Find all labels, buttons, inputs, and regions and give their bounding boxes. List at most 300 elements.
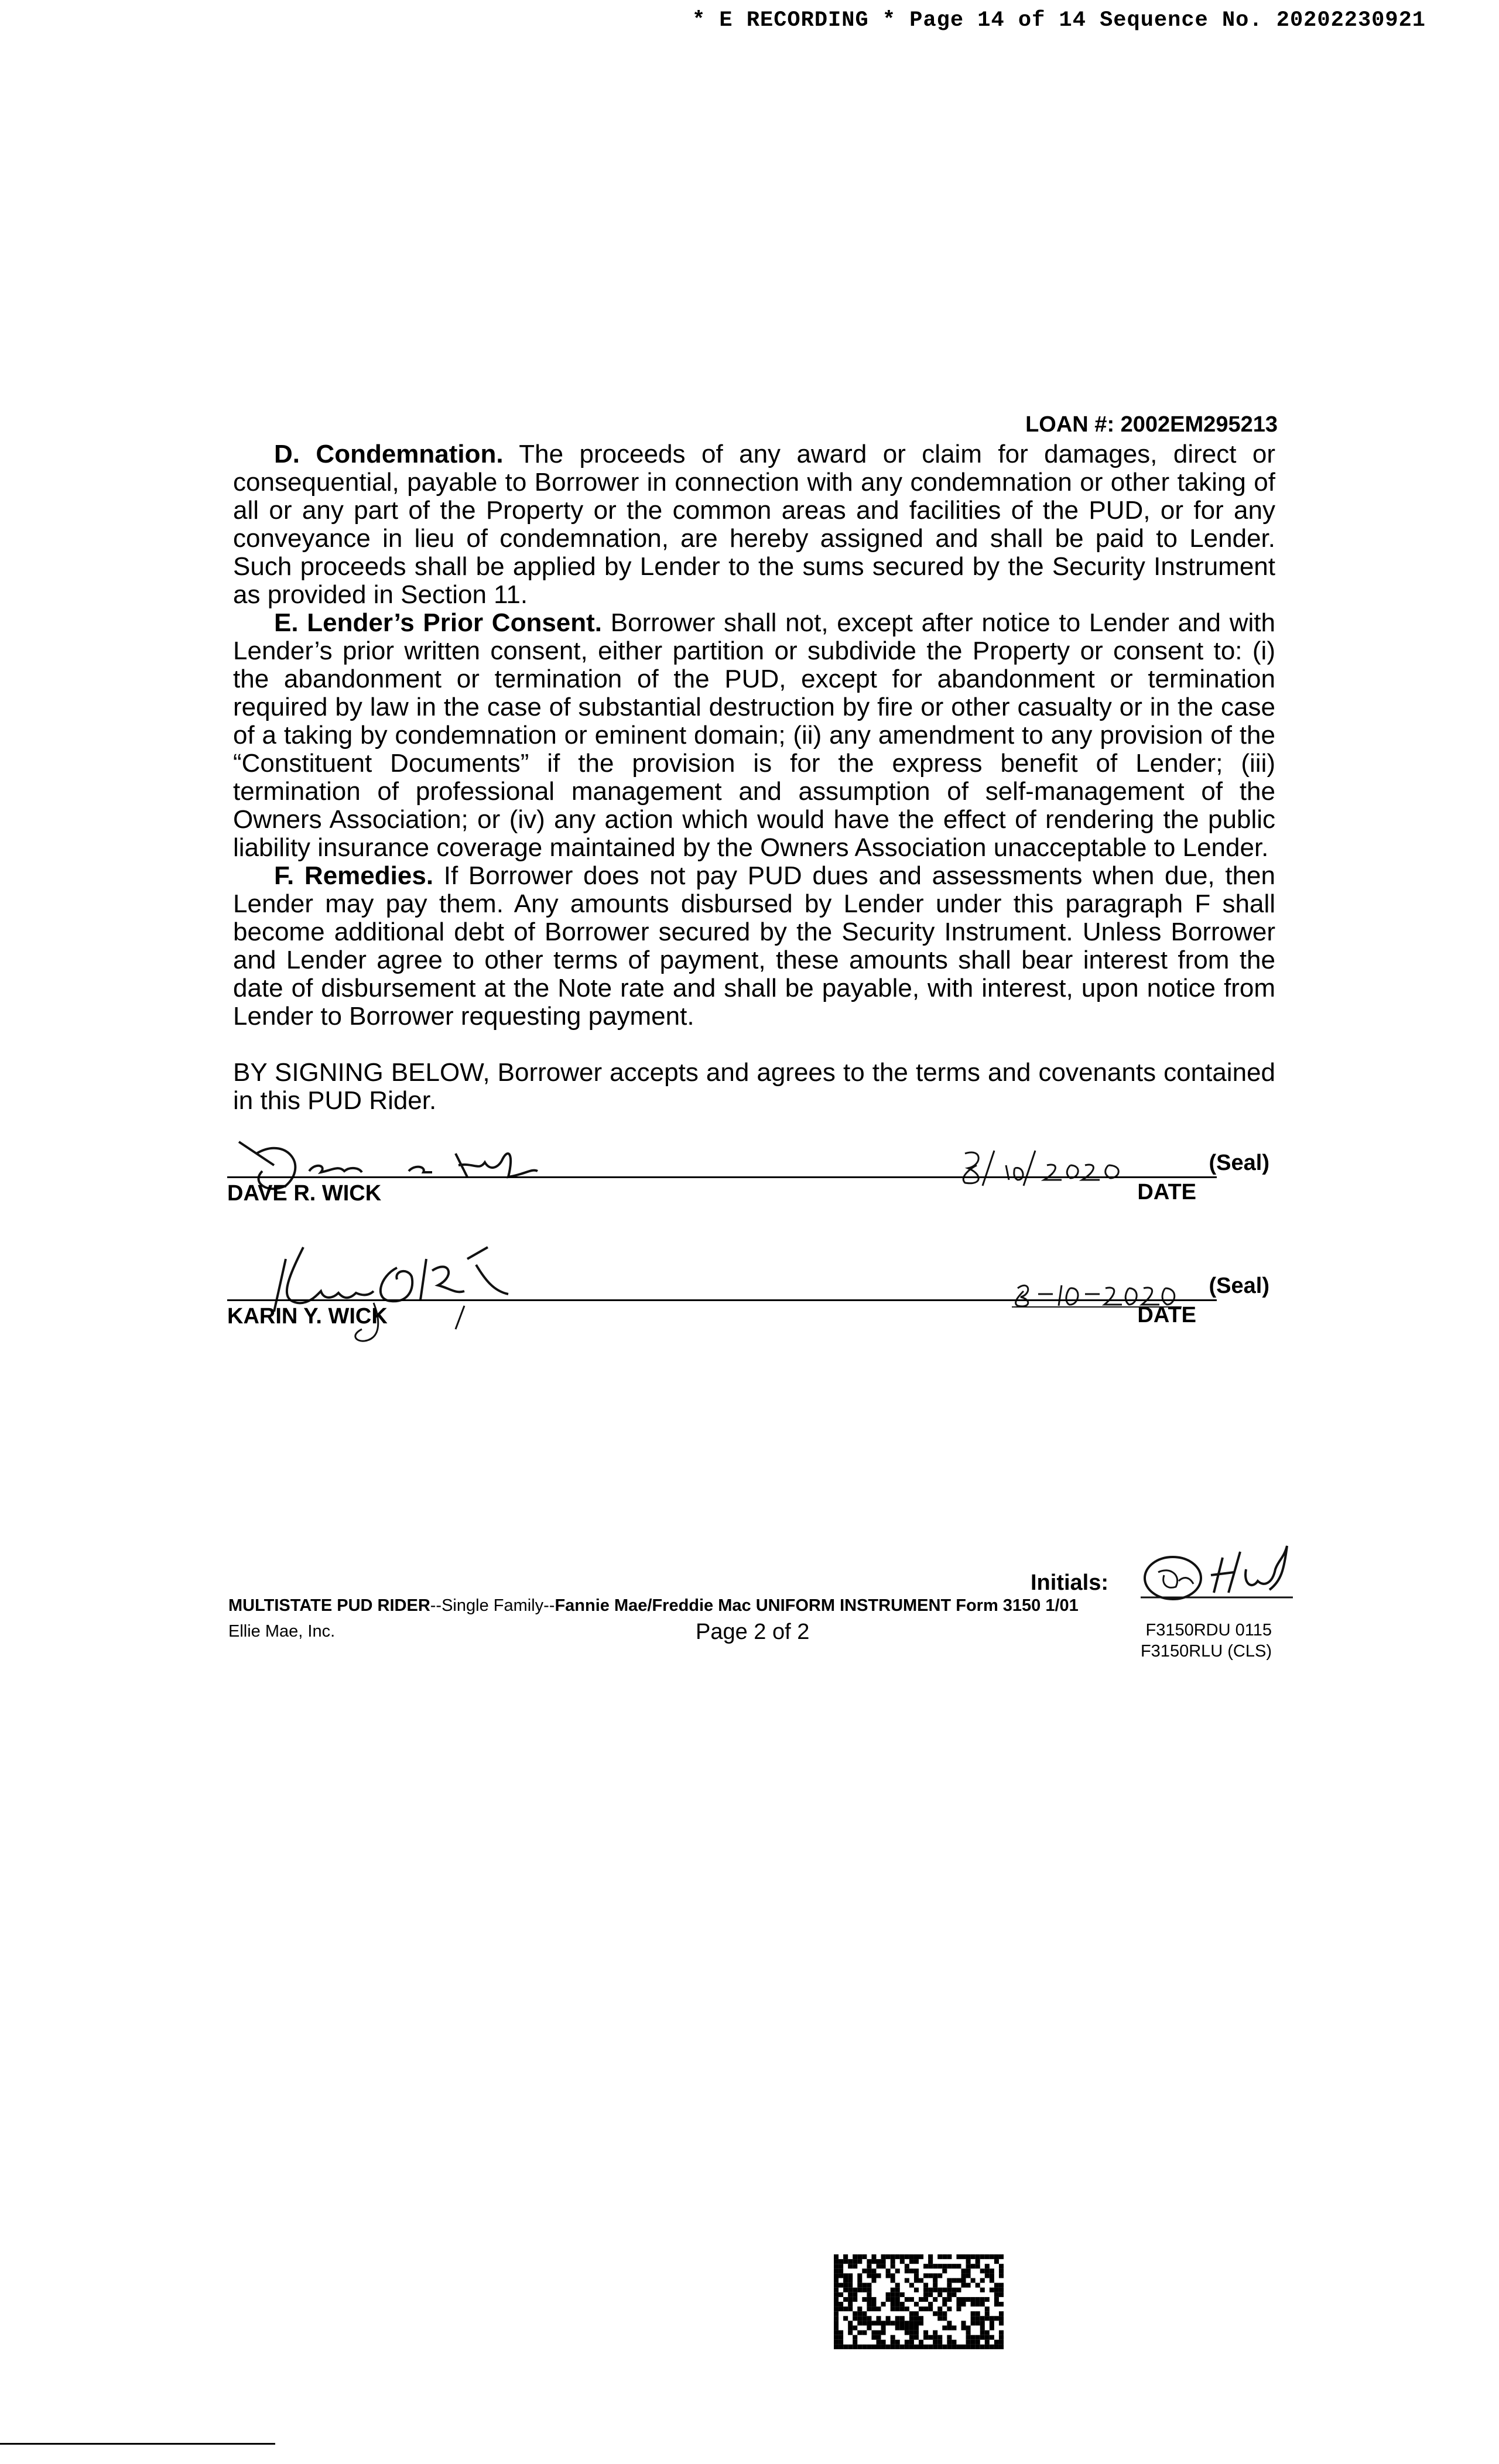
barcode-cell	[839, 2264, 843, 2268]
barcode-cell	[853, 2316, 857, 2321]
barcode-cell	[895, 2306, 900, 2311]
barcode-cell	[843, 2316, 848, 2321]
section-heading: E. Lender’s Prior Consent.	[274, 608, 603, 637]
initials-label: Initials:	[1031, 1570, 1109, 1595]
barcode-cell	[857, 2273, 862, 2278]
barcode-cell	[905, 2278, 909, 2283]
barcode-cell	[966, 2330, 971, 2335]
barcode-cell	[848, 2283, 853, 2288]
barcode-cell	[877, 2306, 881, 2311]
barcode-cell	[857, 2345, 862, 2349]
barcode-cell	[971, 2264, 976, 2268]
barcode-cell	[923, 2345, 928, 2349]
barcode-cell	[947, 2288, 952, 2292]
barcode-cell	[909, 2330, 914, 2335]
barcode-cell	[923, 2335, 928, 2340]
barcode-cell	[895, 2340, 900, 2345]
barcode-cell	[976, 2335, 980, 2340]
barcode-cell	[867, 2316, 871, 2321]
handwritten-date	[959, 1142, 1147, 1189]
barcode-cell	[853, 2335, 857, 2340]
barcode-cell	[839, 2330, 843, 2335]
barcode-cell	[848, 2306, 853, 2311]
barcode-cell	[853, 2345, 857, 2349]
barcode-cell	[895, 2292, 900, 2297]
barcode-cell	[990, 2326, 994, 2330]
date-label: DATE	[1137, 1180, 1196, 1204]
barcode-cell	[928, 2288, 933, 2292]
barcode-cell	[848, 2278, 853, 2283]
barcode-cell	[891, 2288, 895, 2292]
barcode-cell	[891, 2321, 895, 2325]
barcode-cell	[905, 2297, 909, 2302]
barcode-cell	[947, 2321, 952, 2325]
barcode-cell	[895, 2326, 900, 2330]
barcode-cell	[839, 2340, 843, 2345]
bottom-rule	[0, 2443, 275, 2445]
barcode-cell	[848, 2302, 853, 2306]
barcode-cell	[834, 2273, 839, 2278]
barcode-cell	[909, 2283, 914, 2288]
barcode-cell	[952, 2288, 956, 2292]
barcode-cell	[881, 2254, 886, 2259]
barcode-cell	[966, 2297, 971, 2302]
barcode-cell	[834, 2292, 839, 2297]
barcode-cell	[857, 2316, 862, 2321]
signature-block-karin	[227, 1253, 1269, 1329]
barcode-cell	[909, 2268, 914, 2273]
barcode-cell	[857, 2278, 862, 2283]
date-label: DATE	[1137, 1303, 1196, 1327]
barcode-cell	[905, 2306, 909, 2311]
barcode-cell	[923, 2297, 928, 2302]
barcode-cell	[952, 2326, 956, 2330]
barcode-cell	[909, 2326, 914, 2330]
barcode-cell	[980, 2297, 985, 2302]
barcode-cell	[848, 2264, 853, 2268]
barcode-cell	[834, 2326, 839, 2330]
barcode-cell	[834, 2254, 839, 2259]
barcode-cell	[952, 2278, 956, 2283]
barcode-cell	[919, 2306, 923, 2311]
barcode-cell	[994, 2254, 999, 2259]
barcode-cell	[914, 2254, 919, 2259]
barcode-cell	[985, 2311, 990, 2316]
barcode-cell	[928, 2292, 933, 2297]
barcode-cell	[966, 2268, 971, 2273]
barcode-cell	[909, 2321, 914, 2325]
barcode-cell	[985, 2340, 990, 2345]
barcode-cell	[871, 2345, 876, 2349]
barcode-cell	[895, 2345, 900, 2349]
barcode-cell	[976, 2297, 980, 2302]
initials-area	[1031, 1534, 1312, 1604]
barcode-cell	[909, 2345, 914, 2349]
barcode-cell	[937, 2264, 942, 2268]
section-text: If Borrower does not pay PUD dues and assessments when due, then Lender may pay them. Any amounts disbursed by Lender under this paragraph F shall become additional debt of Borrower secured by the Security Instrument. Unless Borrower and Lender agree to other terms of payment, these amounts shall bear interest from the date of disbursement at the Note rate and shall be payable, with interest, upon notice from Lender to Borrower requesting payment.	[233, 861, 1275, 1031]
barcode-cell	[923, 2288, 928, 2292]
barcode-cell	[914, 2278, 919, 2283]
barcode-cell	[980, 2335, 985, 2340]
barcode-cell	[966, 2273, 971, 2278]
barcode-cell	[900, 2306, 905, 2311]
barcode-cell	[886, 2316, 891, 2321]
barcode-cell	[994, 2297, 999, 2302]
barcode-cell	[871, 2254, 876, 2259]
recording-stamp: * E RECORDING * Page 14 of 14 Sequence No. 20202230921	[692, 8, 1426, 33]
barcode-cell	[947, 2283, 952, 2288]
barcode-cell	[862, 2345, 867, 2349]
barcode-cell	[976, 2316, 980, 2321]
barcode-cell	[990, 2268, 994, 2273]
barcode-cell	[909, 2335, 914, 2340]
barcode-cell	[923, 2264, 928, 2268]
barcode-cell	[895, 2268, 900, 2273]
barcode-cell	[848, 2330, 853, 2335]
barcode-cell	[914, 2330, 919, 2335]
barcode-cell	[905, 2345, 909, 2349]
barcode-cell	[839, 2283, 843, 2288]
barcode-cell	[961, 2268, 966, 2273]
barcode-cell	[843, 2254, 848, 2259]
section-lender-consent	[233, 609, 1275, 862]
barcode-cell	[881, 2264, 886, 2268]
barcode-cell	[834, 2306, 839, 2311]
barcode-cell	[994, 2283, 999, 2288]
barcode-cell	[985, 2264, 990, 2268]
barcode-cell	[980, 2321, 985, 2325]
barcode-cell	[881, 2321, 886, 2325]
barcode-cell	[937, 2340, 942, 2345]
barcode-cell	[891, 2302, 895, 2306]
barcode-cell	[871, 2302, 876, 2306]
barcode-cell	[937, 2292, 942, 2297]
barcode-cell	[891, 2264, 895, 2268]
barcode-cell	[853, 2340, 857, 2345]
barcode-cell	[947, 2254, 952, 2259]
barcode-cell	[919, 2297, 923, 2302]
barcode-cell	[853, 2311, 857, 2316]
barcode-cell	[994, 2259, 999, 2264]
barcode-cell	[933, 2345, 937, 2349]
barcode-cell	[933, 2330, 937, 2335]
signature-line	[227, 1299, 1217, 1301]
barcode-cell	[928, 2264, 933, 2268]
barcode-cell	[933, 2335, 937, 2340]
barcode-cell	[980, 2345, 985, 2349]
barcode-cell	[853, 2326, 857, 2330]
barcode-cell	[942, 2316, 947, 2321]
barcode-cell	[985, 2330, 990, 2335]
barcode-cell	[848, 2259, 853, 2264]
barcode-cell	[956, 2254, 961, 2259]
barcode-cell	[867, 2273, 871, 2278]
barcode-cell	[980, 2326, 985, 2330]
barcode-cell	[937, 2311, 942, 2316]
barcode-cell	[848, 2288, 853, 2292]
barcode-cell	[933, 2273, 937, 2278]
signature-line	[227, 1176, 1217, 1178]
barcode-cell	[985, 2297, 990, 2302]
barcode-cell	[877, 2259, 881, 2264]
barcode-cell	[905, 2340, 909, 2345]
seal-label: (Seal)	[1209, 1151, 1269, 1175]
barcode-cell	[966, 2283, 971, 2288]
datamatrix-barcode	[834, 2254, 1004, 2349]
barcode-cell	[956, 2297, 961, 2302]
barcode-cell	[990, 2278, 994, 2283]
barcode-cell	[947, 2340, 952, 2345]
barcode-cell	[928, 2302, 933, 2306]
form-title-bold: MULTISTATE PUD RIDER	[228, 1596, 430, 1615]
barcode-cell	[834, 2316, 839, 2321]
barcode-cell	[999, 2283, 1004, 2288]
barcode-cell	[919, 2340, 923, 2345]
barcode-cell	[867, 2292, 871, 2297]
barcode-cell	[999, 2330, 1004, 2335]
barcode-cell	[843, 2306, 848, 2311]
barcode-cell	[980, 2330, 985, 2335]
barcode-cell	[853, 2292, 857, 2297]
barcode-cell	[976, 2345, 980, 2349]
barcode-cell	[923, 2292, 928, 2297]
barcode-cell	[867, 2302, 871, 2306]
barcode-cell	[937, 2335, 942, 2340]
barcode-cell	[867, 2288, 871, 2292]
barcode-cell	[877, 2330, 881, 2335]
barcode-cell	[980, 2316, 985, 2321]
barcode-cell	[966, 2259, 971, 2264]
barcode-cell	[862, 2330, 867, 2335]
barcode-cell	[839, 2268, 843, 2273]
barcode-cell	[839, 2335, 843, 2340]
barcode-cell	[895, 2316, 900, 2321]
barcode-cell	[914, 2316, 919, 2321]
barcode-cell	[877, 2340, 881, 2345]
barcode-cell	[905, 2321, 909, 2325]
barcode-cell	[937, 2345, 942, 2349]
barcode-cell	[999, 2311, 1004, 2316]
barcode-cell	[971, 2278, 976, 2283]
barcode-cell	[980, 2288, 985, 2292]
barcode-cell	[961, 2297, 966, 2302]
barcode-cell	[994, 2302, 999, 2306]
barcode-cell	[895, 2254, 900, 2259]
rider-body	[233, 440, 1275, 1115]
barcode-cell	[891, 2259, 895, 2264]
form-code: F3150RLU (CLS)	[1140, 1642, 1272, 1661]
barcode-cell	[919, 2321, 923, 2325]
barcode-cell	[900, 2316, 905, 2321]
barcode-cell	[900, 2345, 905, 2349]
barcode-cell	[961, 2321, 966, 2325]
handwritten-signature	[262, 1236, 672, 1353]
barcode-cell	[871, 2259, 876, 2264]
barcode-cell	[914, 2259, 919, 2264]
barcode-cell	[956, 2278, 961, 2283]
barcode-cell	[900, 2259, 905, 2264]
barcode-cell	[999, 2302, 1004, 2306]
barcode-cell	[952, 2345, 956, 2349]
section-text: Borrower shall not, except after notice to Lender and with Lender’s prior written consent, either partition or subdivide the Property or consent to: (i) the abandonment or termination of the PUD, except for abandonment or termination required by law in the case of substantial destruction by fire or other casualty or in the case of a taking by condemnation or eminent domain; (ii) any amendment to any provision of the “Constituent Documents” if the provision is for the express benefit of Lender; (iii) termination of professional management and assumption of self-management of the Owners Association; or (iv) any action which would have the effect of rendering the public liability insurance coverage maintained by the Owners Association unacceptable to Lender.	[233, 608, 1275, 862]
barcode-cell	[843, 2345, 848, 2349]
barcode-cell	[843, 2283, 848, 2288]
barcode-cell	[891, 2278, 895, 2283]
barcode-cell	[853, 2254, 857, 2259]
barcode-cell	[942, 2302, 947, 2306]
barcode-cell	[914, 2321, 919, 2325]
barcode-cell	[976, 2340, 980, 2345]
barcode-cell	[961, 2273, 966, 2278]
barcode-cell	[942, 2326, 947, 2330]
barcode-cell	[867, 2264, 871, 2268]
barcode-cell	[867, 2321, 871, 2325]
barcode-cell	[942, 2345, 947, 2349]
barcode-cell	[834, 2345, 839, 2349]
barcode-cell	[867, 2283, 871, 2288]
barcode-cell	[961, 2326, 966, 2330]
barcode-cell	[881, 2302, 886, 2306]
barcode-cell	[843, 2273, 848, 2278]
barcode-cell	[834, 2283, 839, 2288]
barcode-cell	[999, 2288, 1004, 2292]
barcode-cell	[914, 2326, 919, 2330]
barcode-cell	[886, 2292, 891, 2297]
barcode-cell	[923, 2306, 928, 2311]
barcode-cell	[976, 2283, 980, 2288]
barcode-cell	[877, 2273, 881, 2278]
barcode-cell	[947, 2335, 952, 2340]
barcode-cell	[999, 2268, 1004, 2273]
barcode-cell	[834, 2259, 839, 2264]
barcode-cell	[971, 2316, 976, 2321]
barcode-cell	[857, 2288, 862, 2292]
barcode-cell	[976, 2311, 980, 2316]
barcode-cell	[862, 2268, 867, 2273]
barcode-cell	[895, 2302, 900, 2306]
barcode-cell	[985, 2273, 990, 2278]
barcode-cell	[971, 2297, 976, 2302]
barcode-cell	[990, 2321, 994, 2325]
barcode-cell	[971, 2254, 976, 2259]
barcode-cell	[966, 2254, 971, 2259]
barcode-cell	[971, 2340, 976, 2345]
signer-name: DAVE R. WICK	[227, 1181, 382, 1206]
barcode-cell	[919, 2345, 923, 2349]
barcode-cell	[909, 2259, 914, 2264]
barcode-cell	[999, 2321, 1004, 2325]
barcode-cell	[891, 2306, 895, 2311]
barcode-cell	[961, 2345, 966, 2349]
barcode-cell	[999, 2292, 1004, 2297]
barcode-cell	[877, 2321, 881, 2325]
section-condemnation	[233, 440, 1275, 609]
barcode-cell	[839, 2345, 843, 2349]
barcode-cell	[942, 2264, 947, 2268]
barcode-cell	[971, 2321, 976, 2325]
barcode-cell	[862, 2297, 867, 2302]
barcode-cell	[909, 2254, 914, 2259]
barcode-cell	[871, 2268, 876, 2273]
form-title-bold2: Fannie Mae/Freddie Mac UNIFORM INSTRUMENT Form 3150 1/01	[555, 1596, 1079, 1615]
barcode-cell	[891, 2345, 895, 2349]
barcode-cell	[985, 2254, 990, 2259]
barcode-cell	[956, 2306, 961, 2311]
barcode-cell	[839, 2259, 843, 2264]
barcode-cell	[895, 2283, 900, 2288]
section-remedies	[233, 862, 1275, 1031]
barcode-cell	[971, 2345, 976, 2349]
barcode-cell	[834, 2264, 839, 2268]
barcode-cell	[914, 2335, 919, 2340]
barcode-cell	[862, 2311, 867, 2316]
barcode-cell	[834, 2321, 839, 2325]
barcode-cell	[909, 2297, 914, 2302]
barcode-cell	[961, 2278, 966, 2283]
barcode-cell	[966, 2264, 971, 2268]
barcode-cell	[933, 2283, 937, 2288]
barcode-cell	[900, 2292, 905, 2297]
barcode-cell	[891, 2292, 895, 2297]
barcode-cell	[942, 2297, 947, 2302]
barcode-cell	[891, 2254, 895, 2259]
barcode-cell	[923, 2273, 928, 2278]
barcode-cell	[914, 2268, 919, 2273]
barcode-cell	[867, 2297, 871, 2302]
barcode-cell	[919, 2254, 923, 2259]
barcode-cell	[857, 2321, 862, 2325]
barcode-cell	[947, 2345, 952, 2349]
barcode-cell	[937, 2316, 942, 2321]
barcode-cell	[914, 2302, 919, 2306]
form-code: F3150RDU 0115	[1145, 1621, 1272, 1640]
barcode-cell	[905, 2268, 909, 2273]
seal-label: (Seal)	[1209, 1274, 1269, 1298]
barcode-cell	[985, 2316, 990, 2321]
barcode-cell	[895, 2288, 900, 2292]
barcode-cell	[862, 2288, 867, 2292]
barcode-cell	[881, 2259, 886, 2264]
barcode-cell	[843, 2278, 848, 2283]
barcode-cell	[923, 2330, 928, 2335]
barcode-cell	[881, 2340, 886, 2345]
barcode-cell	[947, 2292, 952, 2297]
footer-vendor: Ellie Mae, Inc.	[228, 1622, 336, 1641]
barcode-cell	[980, 2254, 985, 2259]
barcode-cell	[909, 2311, 914, 2316]
barcode-cell	[990, 2273, 994, 2278]
barcode-cell	[966, 2326, 971, 2330]
section-text: The proceeds of any award or claim for damages, direct or consequential, payable to Borrower in connection with any condemnation or other taking of all or any part of the Property or the common areas and facilities of the PUD, or for any conveyance in lieu of condemnation, are hereby assigned and shall be paid to Lender. Such proceeds shall be applied by Lender to the sums secured by the Security Instrument as provided in Section 11.	[233, 440, 1275, 609]
barcode-cell	[843, 2259, 848, 2264]
barcode-cell	[834, 2340, 839, 2345]
barcode-cell	[867, 2345, 871, 2349]
barcode-cell	[923, 2283, 928, 2288]
barcode-cell	[919, 2316, 923, 2321]
barcode-cell	[839, 2306, 843, 2311]
barcode-cell	[947, 2306, 952, 2311]
barcode-cell	[994, 2316, 999, 2321]
barcode-cell	[877, 2316, 881, 2321]
barcode-cell	[900, 2302, 905, 2306]
barcode-cell	[834, 2335, 839, 2340]
barcode-cell	[857, 2330, 862, 2335]
barcode-cell	[994, 2292, 999, 2297]
barcode-cell	[961, 2302, 966, 2306]
barcode-cell	[933, 2340, 937, 2345]
barcode-cell	[886, 2297, 891, 2302]
barcode-cell	[933, 2311, 937, 2316]
